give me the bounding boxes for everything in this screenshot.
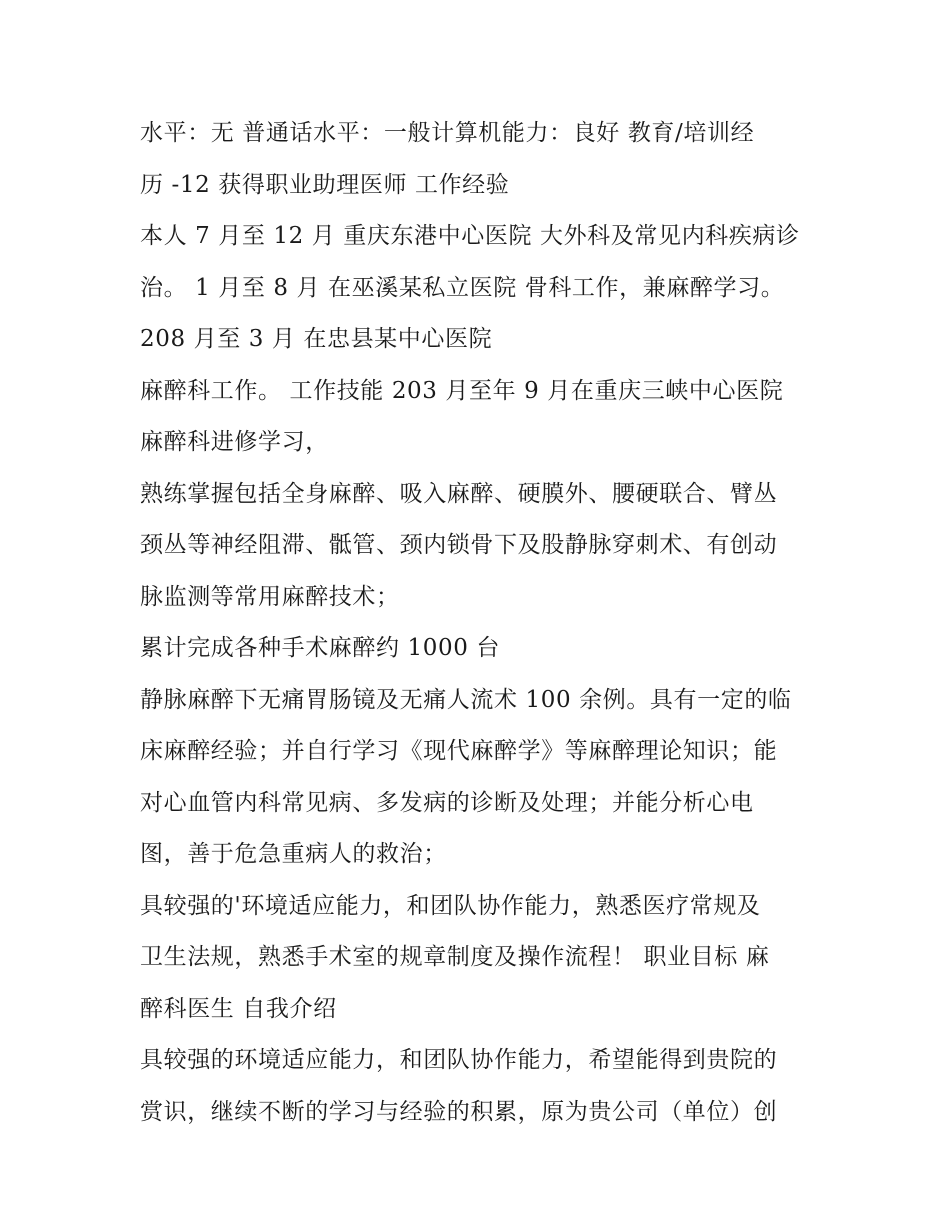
text-line: 对心血管内科常见病、多发病的诊断及处理；并能分析心电 xyxy=(140,789,754,816)
text-line: 赏识，继续不断的学习与经验的积累，原为贵公司（单位）创 xyxy=(140,1098,778,1125)
text-line: 麻醉科工作。 工作技能 203 月至年 9 月在重庆三峡中心医院 xyxy=(140,377,784,404)
text-line: 历 -12 获得职业助理医师 工作经验 xyxy=(140,171,510,198)
text-line: 颈丛等神经阻滞、骶管、颈内锁骨下及股静脉穿刺术、有创动 xyxy=(140,532,778,558)
text-line: 醉科医生 自我介绍 xyxy=(140,995,337,1022)
text-line: 水平：无 普通话水平：一般计算机能力：良好 教育/培训经 xyxy=(140,120,755,146)
text-line: 熟练掌握包括全身麻醉、吸入麻醉、硬膜外、腰硬联合、臂丛 xyxy=(140,480,778,507)
text-line: 图，善于危急重病人的救治； xyxy=(140,841,447,867)
text-line: 脉监测等常用麻醉技术； xyxy=(140,583,400,610)
text-line: 静脉麻醉下无痛胃肠镜及无痛人流术 100 余例。具有一定的临 xyxy=(140,686,792,713)
text-line: 麻醉科进修学习， xyxy=(140,429,329,455)
text-line: 累计完成各种手术麻醉约 1000 台 xyxy=(140,635,500,661)
resume-text-block xyxy=(140,108,830,1138)
text-line: 具较强的环境适应能力，和团队协作能力，希望能得到贵院的 xyxy=(140,1047,778,1073)
text-line: 床麻醉经验；并自行学习《现代麻醉学》等麻醉理论知识；能 xyxy=(140,738,778,764)
text-line: 208 月至 3 月 在忠县某中心医院 xyxy=(140,326,493,352)
text-line: 本人 7 月至 12 月 重庆东港中心医院 大外科及常见内科疾病诊 xyxy=(140,223,800,249)
text-line: 卫生法规，熟悉手术室的规章制度及操作流程！ 职业目标 麻 xyxy=(140,944,770,970)
text-line: 具较强的'环境适应能力，和团队协作能力，熟悉医疗常规及 xyxy=(140,892,761,919)
text-line: 治。 1 月至 8 月 在巫溪某私立医院 骨科工作，兼麻醉学习。 xyxy=(140,274,785,301)
